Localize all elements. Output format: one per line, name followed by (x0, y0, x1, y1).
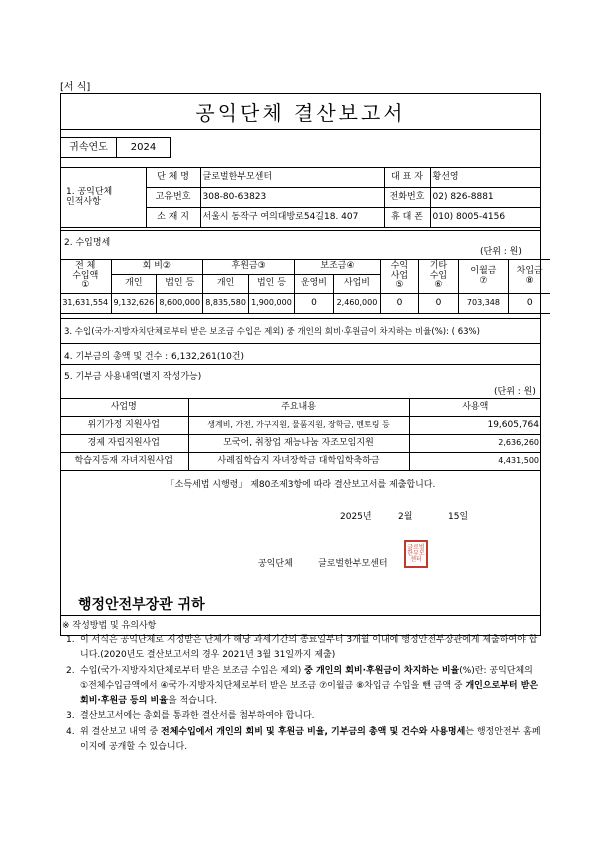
date-month: 2월 (398, 512, 413, 522)
org-info-table (60, 167, 541, 228)
header-other: 기타 수입 ⑥ (418, 260, 458, 294)
table-row (60, 435, 541, 453)
usage-name: 학습지등재 자녀지원사업 (60, 453, 188, 471)
header-subsidy-operating: 운영비 (294, 275, 333, 294)
value-donation-individual: 8,835,580 (203, 294, 249, 314)
usage-header-amount: 사용액 (409, 399, 541, 417)
note-number: 1. (66, 635, 75, 645)
value-fee-corporate: 8,600,000 (157, 294, 203, 314)
regno-label: 고유번호 (146, 188, 200, 208)
value-subsidy-operating: 0 (294, 294, 333, 314)
form-label: [서 식] (60, 82, 91, 93)
divider (60, 318, 541, 319)
divider (60, 364, 541, 365)
rep-name: 황선영 (430, 168, 541, 188)
section3-ratio: 3. 수입(국가·지방자치단체로부터 받은 보조금 수입은 제외) 중 개인의 회비·후원금이 차지하는 비율(%): ( 63%) (64, 327, 480, 337)
header-donation-corporate: 법인 등 (248, 275, 294, 294)
list-item (66, 664, 541, 710)
header-business: 수익 사업 ⑤ (380, 260, 418, 294)
usage-header-name: 사업명 (60, 399, 188, 417)
note-text-part: (%)란: 공익단체의 ①전체수입금액에서 ④국가·지방자치단체로부터 받은 보조금 ⑦이월금 ⑧차입금 수입을 뺀 금액 중 (80, 665, 533, 691)
usage-name: 경제 자립지원사업 (60, 435, 188, 453)
header-fee: 회 비② (111, 260, 203, 275)
note-bold-part: 중 개인의 회비·후원금이 차지하는 비율 (304, 665, 460, 676)
divider (60, 343, 541, 344)
section1-label: 1. 공익단체 인적사항 (60, 168, 146, 228)
date-day: 15일 (448, 512, 469, 522)
note-bold-part: 개인으로부터 받은 회비·후원금 등의 비율 (80, 680, 539, 707)
usage-amount: 19,605,764 (409, 417, 541, 435)
header-subsidy: 보조금④ (294, 260, 380, 275)
value-other: 0 (418, 294, 458, 314)
declaration: 「소득세법 시행령」 제80조제3항에 따라 결산보고서를 제출합니다. (165, 480, 436, 490)
phone: 02) 826-8881 (430, 188, 541, 208)
value-total: 31,631,554 (60, 294, 111, 314)
note-text (80, 664, 541, 710)
list-item (66, 709, 541, 724)
phone-label: 전화번호 (384, 188, 430, 208)
list-item (66, 725, 541, 756)
section2-label: 2. 수입명세 (64, 238, 111, 248)
page-title: 공익단체 결산보고서 (60, 93, 541, 130)
note-number: 4. (66, 726, 75, 737)
header-subsidy-project: 사업비 (333, 275, 380, 294)
org-name-label: 단 체 명 (146, 168, 200, 188)
value-carryover: 703,348 (458, 294, 508, 314)
section4-donations: 4. 기부금의 총액 및 건수 : 6,132,261(10건) (64, 352, 245, 362)
section5-unit: (단위 : 원) (494, 387, 536, 397)
year-table (60, 137, 171, 158)
address: 서울시 동작구 여의대방로54길18. 407 (200, 208, 384, 228)
note-text: 이 서식은 공익단체로 지정받은 단체가 해당 과세기간의 종료일부터 3개월 이내에 행정안전부장관에게 제출하여야 합니다.(2020년도 결산보고서의 경우 2021년 3월 31일까지 제출) (80, 635, 538, 661)
addressee: 행정안전부장관 귀하 (78, 597, 205, 613)
value-subsidy-project: 2,460,000 (333, 294, 380, 314)
date-year: 2025년 (340, 512, 372, 522)
table-row (60, 417, 541, 435)
year-value: 2024 (117, 138, 171, 158)
header-fee-individual: 개인 (111, 275, 157, 294)
addr-label: 소 재 지 (146, 208, 200, 228)
header-total: 전 체 수입액 ① (60, 260, 111, 294)
section5-label: 5. 기부금 사용내역(별지 작성가능) (64, 372, 202, 382)
note-text (80, 725, 541, 756)
usage-content: 사례집학습지 자녀장학금 대학입학축하금 (188, 453, 409, 471)
income-table (60, 259, 550, 314)
note-text-part: 을 적습니다. (167, 696, 218, 707)
usage-content: 모국어, 취창업 재능나눔 자조모임지원 (188, 435, 409, 453)
header-fee-corporate: 법인 등 (157, 275, 203, 294)
usage-amount: 2,636,260 (409, 435, 541, 453)
signer-label: 공익단체 (258, 559, 293, 569)
note-text-part: 는 행정안전부 홈페이지에 공개할 수 있습니다. (80, 726, 541, 753)
usage-amount: 4,431,500 (409, 453, 541, 471)
note-text: 결산보고서에는 총회를 통과한 결산서를 첨부하여야 합니다. (80, 711, 315, 722)
usage-table (60, 398, 541, 471)
mobile-label: 휴 대 폰 (384, 208, 430, 228)
usage-header-content: 주요내용 (188, 399, 409, 417)
section2-unit: (단위 : 원) (480, 247, 522, 257)
mobile: 010) 8005-4156 (430, 208, 541, 228)
value-loan: 0 (508, 294, 550, 314)
note-text-part: 수입(국가·지방자치단체로부터 받은 보조금 수입은 제외) (80, 665, 305, 676)
value-donation-corporate: 1,900,000 (248, 294, 294, 314)
table-row (60, 453, 541, 471)
rep-label: 대 표 자 (384, 168, 430, 188)
header-carryover: 이월금 ⑦ (458, 260, 508, 294)
regno: 308-80-63823 (200, 188, 384, 208)
usage-name: 위기가정 지원사업 (60, 417, 188, 435)
header-donation-individual: 개인 (203, 275, 249, 294)
usage-content: 생계비, 가전, 가구지원, 물품지원, 장학금, 멘토링 등 (188, 417, 409, 435)
note-bold-part: 전체수입에서 개인의 회비 및 후원금 비율, 기부금의 총액 및 건수와 사용명세 (161, 726, 466, 737)
year-label: 귀속연도 (61, 138, 117, 158)
divider (60, 230, 541, 231)
value-business: 0 (380, 294, 418, 314)
note-number: 2. (66, 665, 75, 676)
note-number: 3. (66, 711, 75, 722)
notes-heading: ※ 작성방법 및 유의사항 (62, 621, 157, 631)
list-item (66, 633, 541, 664)
notes-list (66, 633, 541, 755)
value-fee-individual: 9,132,626 (111, 294, 157, 314)
org-name: 글로벌한부모센터 (200, 168, 384, 188)
header-donation: 후원금③ (203, 260, 295, 275)
note-text-part: 위 결산보고 내역 중 (80, 726, 161, 737)
official-seal: 글로벌한부모센터 (404, 540, 428, 568)
signer-name: 글로벌한부모센터 (318, 559, 388, 569)
header-loan: 차입금 ⑧ (508, 260, 550, 294)
